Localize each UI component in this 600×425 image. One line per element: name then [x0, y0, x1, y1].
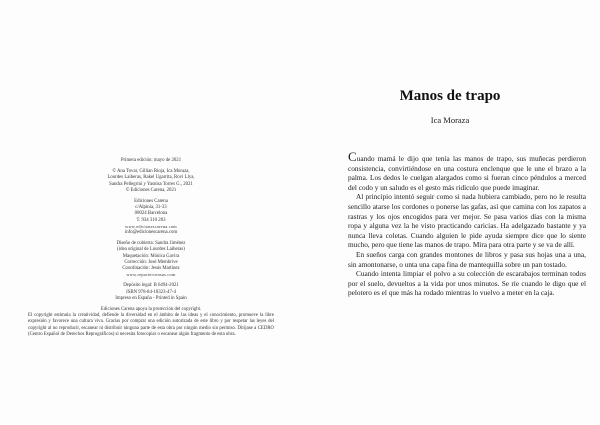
- story-body: [348, 149, 586, 298]
- publisher-website: www.edicionescarena.com: [125, 223, 177, 229]
- credits-website: www.reportercensus.com: [126, 272, 176, 278]
- publisher-line: Ediciones Carena: [134, 199, 168, 205]
- story-paragraph-text: uando mamá le dijo que tenía las manos de trapo, sus muñecas perdieron consistencia, convirtiéndose en una costura enclenque que le une el brazo a la palma. Los dedos le cuelgan alargados como si fueran cinco péndulos a merced del codo y un saludo es el gesto más ridículo que puede imaginar.: [348, 154, 586, 192]
- story-paragraph: En sueños carga con grandes montones de libros y pasa sus hojas una a una, sin amontonarse, o unta una capa fina de mantequilla sobre un pan tostado.: [348, 249, 586, 269]
- legal-notice-text: El copyright estimula la creatividad, defiende la diversidad en el ámbito de las ideas y el conocimiento, promueve la libre expresión y favorece una cultura viva. Gracias por comprar una edición autorizada de este libro y por respetar las leyes del copyright al no reproducir, escanear ni distribuir ninguna parte de esta obra por ningún medio sin permiso. Diríjase a CEDRO (Centro Español de Derechos Reprográficos) si necesita fotocopiar o escanear algún fragmento de esta obra.: [28, 313, 274, 337]
- credits-line: Maquetación: Mónica Gavira: [122, 253, 180, 259]
- credits-line: Diseño de cubierta: Sandra Jiménez: [116, 241, 186, 247]
- credits-line: (idea original de Lourdes Laiheras): [117, 247, 185, 253]
- story-paragraph: [348, 149, 586, 192]
- copyright-line: Lourdes Laiheras, Rakel Ugarrita, Rovi Llya,: [107, 175, 195, 181]
- copyright-line: © Ana Tovar, Gillian Rioja, Ica Moraza,: [112, 169, 190, 175]
- story-title: Manos de trapo: [399, 88, 501, 104]
- publisher-line: T. 934 310 283: [136, 217, 166, 223]
- drop-cap: C: [348, 149, 357, 164]
- story-paragraph: Cuando intenta limpiar el polvo a su colección de escarabajos terminan todos por el suelo, devueltos a la vida por unos minutos. Se ríe cuando le digo que el pelotero es el que más ha rodado mientras lo vuelvo a meter en la caja.: [348, 269, 586, 298]
- credits-line: Corrección: José Membrive: [124, 259, 178, 265]
- credits-line: Coordinación: Jesús Martínez: [122, 266, 180, 272]
- story-author: Ica Moraza: [430, 115, 470, 125]
- legal-line: ISBN 978-84-18323-47-4: [126, 289, 176, 295]
- publisher-email: info@edicionescarena.com: [124, 230, 178, 236]
- legal-line: Depósito legal: B 6494-2021: [123, 283, 179, 289]
- colophon: [28, 158, 274, 338]
- publisher-line: 08024 Barcelona: [134, 211, 168, 217]
- legal-notice-heading: Ediciones Carena apoya la protección del copyright.: [100, 307, 202, 313]
- legal-line: Impreso en España - Printed in Spain: [115, 295, 187, 301]
- copyright-line: © Ediciones Carena, 2021: [125, 187, 177, 193]
- publisher-line: c/Alpinia, 31-33: [135, 205, 167, 211]
- story-page: [300, 0, 600, 425]
- copyright-line: Sandra Pellegrini y Yasnisa Torres G., 2021: [109, 181, 193, 187]
- edition-line: Primera edición: mayo de 2021: [120, 158, 182, 163]
- story-paragraph: Al principio intentó seguir como si nada hubiera cambiado, pero no le resulta sencillo atarse los cordones o ponerse las gafas, así que camina con los zapatos a rastras y los ojos encogidos para ver mejor. Se pasa varios días con la misma ropa y alguna vez la he visto practicando caricias. Ha adelgazado bastante y ya nunca lleva coletas. Cuando alguien le pide ayuda siempre dice que lo siente mucho, pero que tiene las manos de trapo. Mira para otra parte y se va de allí.: [348, 192, 586, 250]
